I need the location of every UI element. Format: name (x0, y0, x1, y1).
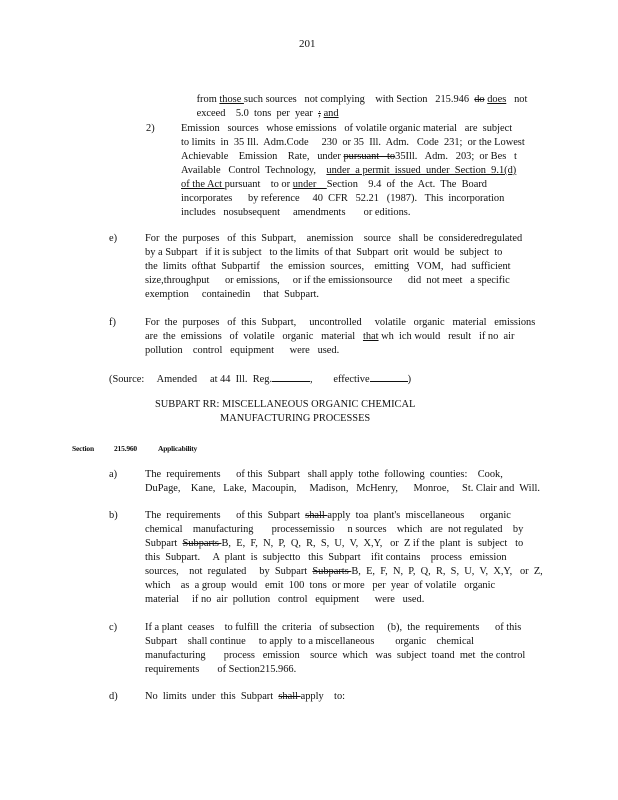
item-marker-a: a) (109, 469, 118, 480)
underlined-text: does (487, 94, 507, 105)
top-continuation (181, 79, 528, 119)
text: B, E, F, N, P, Q, R, S, U, V, X,Y, or Z if the plant is subject to (221, 538, 524, 549)
text: such sources not complying with Section 215.946 (243, 94, 475, 105)
line: chemical manufacturing processemissio n sources which are not regulated by (145, 524, 524, 535)
text: are the emissions of volatile organic material (145, 331, 363, 342)
paragraph-item-2 (181, 122, 525, 220)
source-text: , effective (310, 374, 370, 385)
text: sources, not regulated by Subpart (145, 566, 313, 577)
struck-text: ; (318, 108, 321, 119)
line: The requirements of this Subpart shall apply tothe following counties: Cook, (145, 469, 503, 480)
struck-text: Subparts (182, 538, 222, 549)
struck-text: pursuant to (343, 151, 396, 162)
text: from (196, 94, 220, 105)
text: Subpart (145, 538, 183, 549)
item-marker-f: f) (109, 317, 116, 328)
text: pursuant to or (224, 179, 293, 190)
line: For the purposes of this Subpart, uncontrolled volatile organic material emissions (145, 317, 536, 328)
paragraph-item-c (145, 621, 525, 677)
underlined-text: under a permit issued under Section 9.1(d) (326, 165, 517, 176)
item-marker-d: d) (109, 691, 118, 702)
line: pollution control equipment were used. (145, 345, 340, 356)
item-marker-c: c) (109, 622, 118, 633)
text: 35Ill. Adm. 203; or Bes t (395, 151, 517, 162)
line: manufacturing process emission source which was subject toand met the control (145, 650, 526, 661)
text: exceed 5.0 tons per year (196, 108, 319, 119)
line: which as a group would emit 100 tons or more per year of volatile organic (145, 580, 496, 591)
section-label: Section (72, 444, 94, 453)
line: size,throughput or emissions, or if the emissionsource did not meet a specific (145, 275, 510, 286)
line: DuPage, Kane, Lake, Macoupin, Madison, McHenry, Monroe, St. Clair and Will. (145, 483, 540, 494)
text: B, E, F, N, P, Q, R, S, U, V, X,Y, or Z, (351, 566, 543, 577)
text: not (506, 94, 528, 105)
line: to limits in 35 Ill. Adm.Code 230 or 35 Ill. Adm. Code 231; or the Lowest (181, 137, 525, 148)
source-note (109, 371, 411, 385)
subpart-heading-line2: MANUFACTURING PROCESSES (220, 413, 371, 424)
item-marker-2: 2) (146, 123, 155, 134)
text: wh ich would result if no air (378, 331, 515, 342)
struck-text: shall (278, 691, 301, 702)
line: this Subpart. A plant is subjectto this Subpart ifit contains process emission (145, 552, 507, 563)
line: by a Subpart if it is subject to the limits of that Subpart orit would be subject to (145, 247, 503, 258)
underlined-text: that (362, 331, 379, 342)
paragraph-item-b (145, 509, 543, 607)
item-marker-b: b) (109, 510, 118, 521)
blank-line (272, 371, 310, 382)
line: If a plant ceases to fulfill the criteria of subsection (b), the requirements of this (145, 622, 522, 633)
blank-line (370, 371, 408, 382)
line: exemption containedin that Subpart. (145, 289, 320, 300)
underlined-text: of the Act (181, 179, 225, 190)
section-number: 215.960 (114, 444, 137, 453)
source-text: (Source: Amended at 44 Ill. Reg. (109, 374, 273, 385)
source-text: ) (407, 374, 412, 385)
struck-text: do (474, 94, 485, 105)
page-number: 201 (299, 38, 316, 50)
line: requirements of Section215.966. (145, 664, 297, 675)
text: No limits under this Subpart (145, 691, 279, 702)
section-title: Applicability (158, 444, 198, 453)
line: For the purposes of this Subpart, anemission source shall be consideredregulated (145, 233, 523, 244)
paragraph-item-e (145, 232, 522, 302)
text: apply toa plant's miscellaneous organic (327, 510, 511, 521)
text: Section 9.4 of the Act. The Board (326, 179, 488, 190)
line: material if no air pollution control equipment were used. (145, 594, 425, 605)
subpart-heading-line1: SUBPART RR: MISCELLANEOUS ORGANIC CHEMICAL (155, 399, 416, 410)
line: Emission sources whose emissions of volatile organic material are subject (181, 123, 513, 134)
paragraph-item-a (145, 468, 540, 496)
line: incorporates by reference 40 CFR 52.21 (1987). This incorporation (181, 193, 505, 204)
underlined-text: those (219, 94, 244, 105)
underlined-text: and (323, 108, 339, 119)
text: The requirements of this Subpart (145, 510, 306, 521)
paragraph-item-f (145, 316, 535, 358)
line: Subpart shall continue to apply to a miscellaneous organic chemical (145, 636, 475, 647)
line: includes nosubsequent amendments or editions. (181, 207, 411, 218)
text: Available Control Technology, (181, 165, 327, 176)
text: apply to: (300, 691, 346, 702)
underlined-text: under (292, 179, 327, 190)
struck-text: shall (305, 510, 328, 521)
item-marker-e: e) (109, 233, 118, 244)
paragraph-item-d (145, 690, 345, 704)
text: Achievable Emission Rate, under (181, 151, 344, 162)
struck-text: Subparts (312, 566, 352, 577)
line: the limits ofthat Subpartif the emission sources, emitting VOM, had sufficient (145, 261, 511, 272)
